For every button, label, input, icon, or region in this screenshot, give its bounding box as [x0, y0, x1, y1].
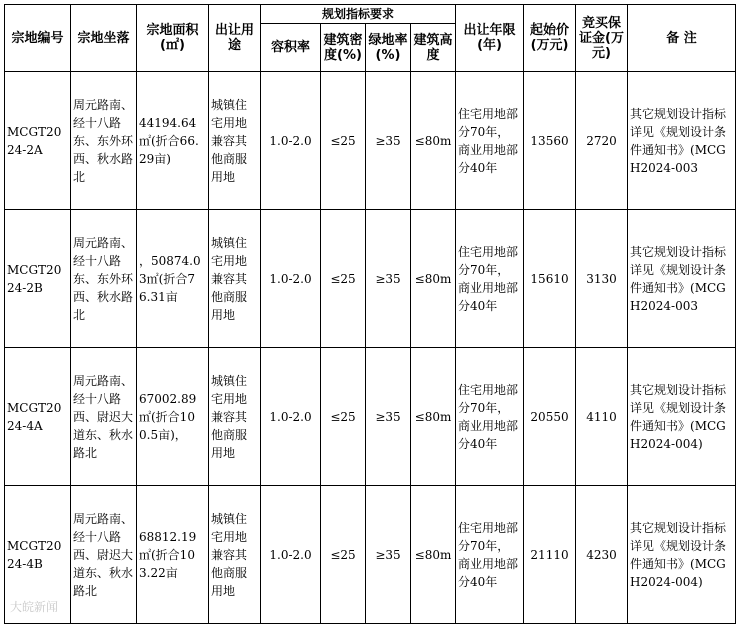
- cell-height: ≤80m: [411, 210, 456, 348]
- cell-parcel-no: MCGT2024-2B: [5, 210, 71, 348]
- cell-start-price: 15610: [524, 210, 576, 348]
- header-use: 出让用途: [209, 5, 261, 72]
- cell-location: 周元路南、经十八路西、尉迟大道东、秋水路北: [71, 486, 137, 624]
- cell-green: ≥35: [366, 210, 411, 348]
- cell-use: 城镇住宅用地兼容其他商服用地: [209, 72, 261, 210]
- cell-deposit: 4110: [576, 348, 628, 486]
- cell-area: 44194.64㎡(折合66.29亩): [137, 72, 209, 210]
- cell-remark: 其它规划设计指标详见《规划设计条件通知书》(MCGH2024-004): [628, 486, 736, 624]
- cell-term: 住宅用地部分70年，商业用地部分40年: [456, 72, 524, 210]
- cell-use: 城镇住宅用地兼容其他商服用地: [209, 348, 261, 486]
- cell-green: ≥35: [366, 486, 411, 624]
- cell-deposit: 2720: [576, 72, 628, 210]
- cell-term: 住宅用地部分70年，商业用地部分40年: [456, 486, 524, 624]
- table-row: [5, 348, 736, 486]
- cell-use: 城镇住宅用地兼容其他商服用地: [209, 210, 261, 348]
- header-parcel-no: 宗地编号: [5, 5, 71, 72]
- watermark: 大皖新闻: [10, 600, 59, 614]
- cell-start-price: 13560: [524, 72, 576, 210]
- cell-height: ≤80m: [411, 348, 456, 486]
- header-planning-group: 规划指标要求: [261, 5, 456, 24]
- cell-remark: 其它规划设计指标详见《规划设计条件通知书》(MCGH2024-003: [628, 72, 736, 210]
- cell-height: ≤80m: [411, 486, 456, 624]
- header-remark: 备 注: [628, 5, 736, 72]
- header-area: 宗地面积(㎡): [137, 5, 209, 72]
- cell-far: 1.0-2.0: [261, 210, 321, 348]
- header-start-price: 起始价(万元): [524, 5, 576, 72]
- cell-parcel-no: MCGT2024-2A: [5, 72, 71, 210]
- table-row: [5, 210, 736, 348]
- cell-location: 周元路南、经十八路西、尉迟大道东、秋水路北: [71, 348, 137, 486]
- cell-far: 1.0-2.0: [261, 348, 321, 486]
- cell-green: ≥35: [366, 72, 411, 210]
- cell-height: ≤80m: [411, 72, 456, 210]
- cell-remark: 其它规划设计指标详见《规划设计条件通知书》(MCGH2024-004): [628, 348, 736, 486]
- header-green: 绿地率(%): [366, 24, 411, 72]
- cell-location: 周元路南、经十八路东、东外环西、秋水路北: [71, 72, 137, 210]
- cell-remark: 其它规划设计指标详见《规划设计条件通知书》(MCGH2024-003: [628, 210, 736, 348]
- cell-start-price: 20550: [524, 348, 576, 486]
- cell-use: 城镇住宅用地兼容其他商服用地: [209, 486, 261, 624]
- header-far: 容积率: [261, 24, 321, 72]
- header-term: 出让年限(年): [456, 5, 524, 72]
- header-location: 宗地坐落: [71, 5, 137, 72]
- cell-term: 住宅用地部分70年，商业用地部分40年: [456, 210, 524, 348]
- cell-green: ≥35: [366, 348, 411, 486]
- land-parcel-table: [4, 4, 736, 624]
- cell-start-price: 21110: [524, 486, 576, 624]
- cell-area: 68812.19㎡(折合103.22亩: [137, 486, 209, 624]
- header-deposit: 竞买保证金(万元): [576, 5, 628, 72]
- cell-parcel-no: MCGT2024-4A: [5, 348, 71, 486]
- cell-density: ≤25: [321, 72, 366, 210]
- cell-deposit: 4230: [576, 486, 628, 624]
- cell-density: ≤25: [321, 486, 366, 624]
- cell-area: 67002.89㎡(折合100.5亩)，: [137, 348, 209, 486]
- table-row: [5, 486, 736, 624]
- cell-far: 1.0-2.0: [261, 486, 321, 624]
- cell-density: ≤25: [321, 348, 366, 486]
- cell-area: ，50874.03㎡(折合76.31亩: [137, 210, 209, 348]
- table-row: [5, 72, 736, 210]
- cell-far: 1.0-2.0: [261, 72, 321, 210]
- cell-parcel-no: MCGT2024-4B: [5, 486, 71, 624]
- cell-term: 住宅用地部分70年，商业用地部分40年: [456, 348, 524, 486]
- cell-deposit: 3130: [576, 210, 628, 348]
- cell-location: 周元路南、经十八路东、东外环西、秋水路北: [71, 210, 137, 348]
- header-density: 建筑密度(%): [321, 24, 366, 72]
- header-height: 建筑高度: [411, 24, 456, 72]
- cell-density: ≤25: [321, 210, 366, 348]
